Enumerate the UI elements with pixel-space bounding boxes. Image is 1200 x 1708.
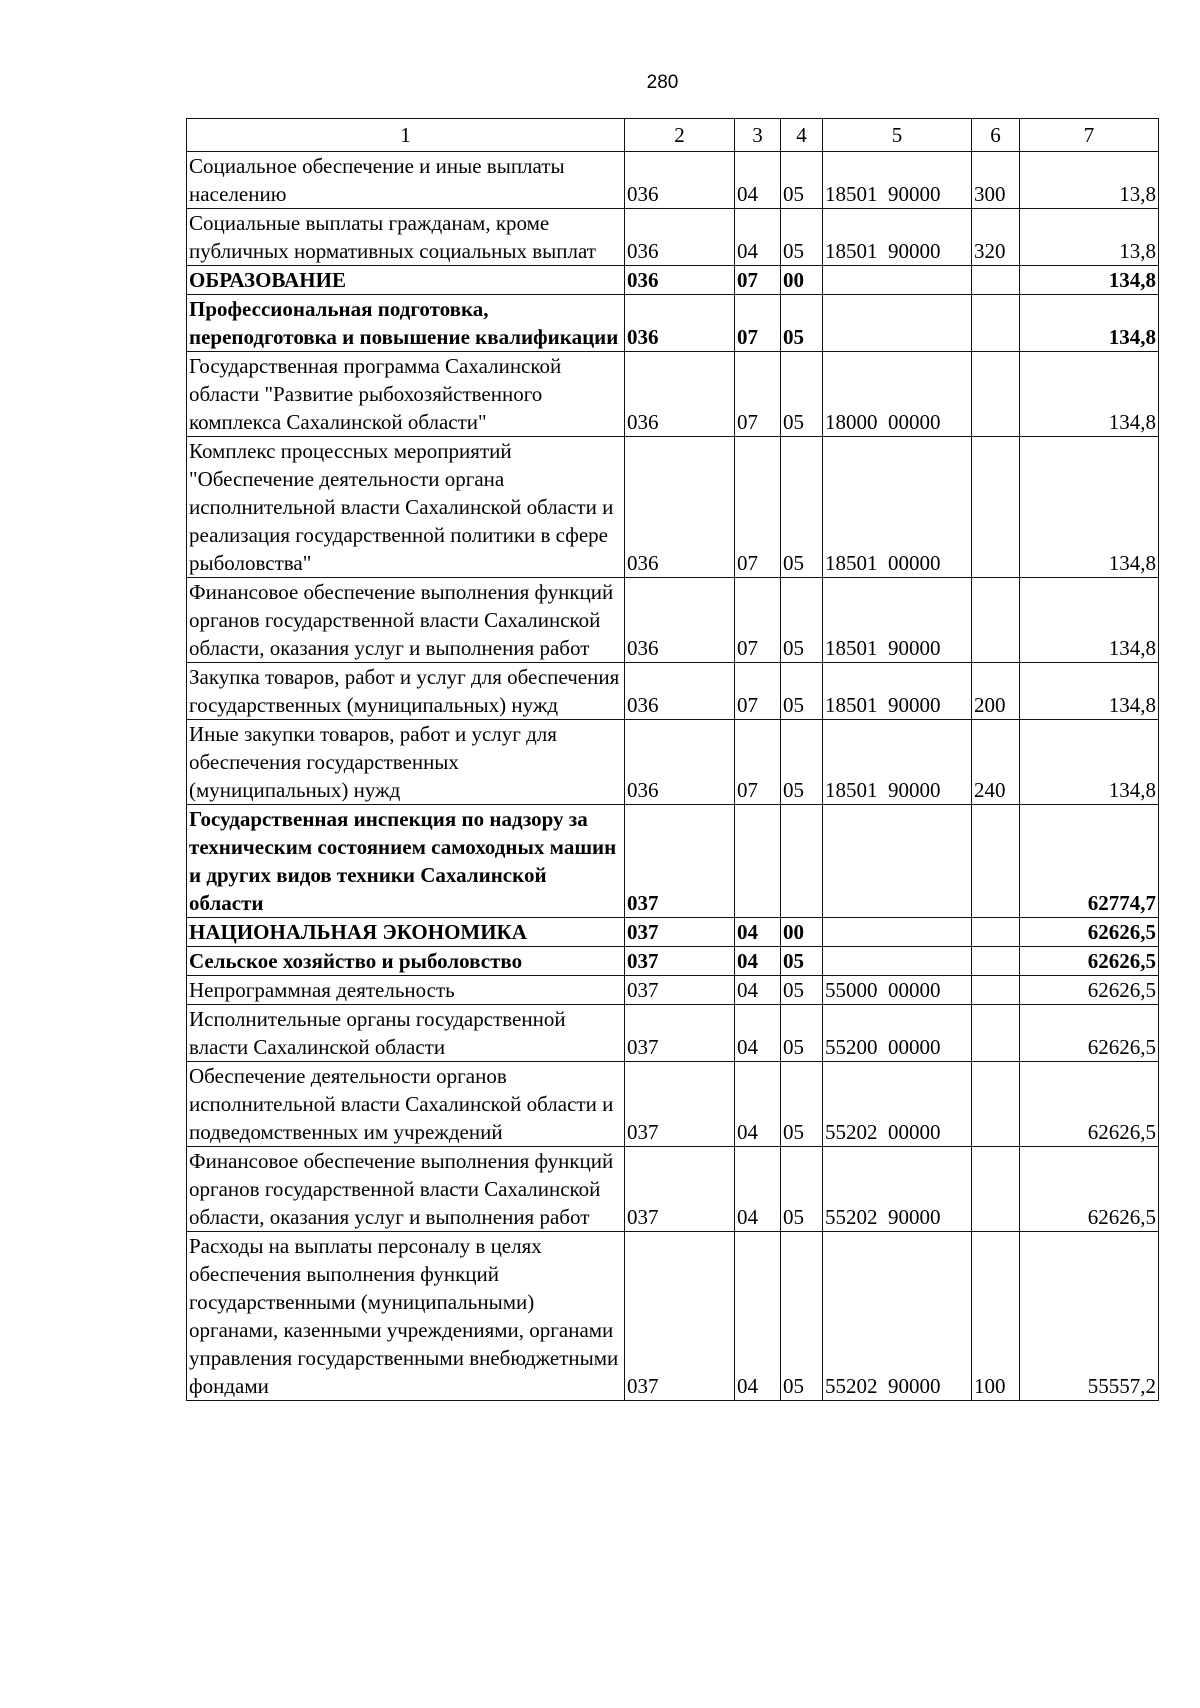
- table-row: [187, 266, 1159, 295]
- target-article-cell: 18501 90000: [823, 663, 972, 720]
- row-name-cell: Обеспечение деятельности органов исполнительной власти Сахалинской области и подведомственных им учреждений: [187, 1062, 625, 1147]
- subsection-code-cell: 05: [781, 295, 823, 352]
- ministry-code-cell: 037: [625, 1005, 735, 1062]
- table-row: [187, 152, 1159, 209]
- ministry-code-cell: 037: [625, 1232, 735, 1401]
- row-name-cell: Исполнительные органы государственной власти Сахалинской области: [187, 1005, 625, 1062]
- table-row: [187, 1005, 1159, 1062]
- ministry-code-cell: 036: [625, 352, 735, 437]
- target-article-cell: [823, 947, 972, 976]
- amount-cell: 62626,5: [1020, 947, 1159, 976]
- table-row: [187, 947, 1159, 976]
- table-body: [187, 152, 1159, 1401]
- budget-table: [186, 118, 1159, 1401]
- expense-type-cell: [972, 1005, 1020, 1062]
- table-row: [187, 578, 1159, 663]
- target-article-cell: [823, 295, 972, 352]
- subsection-code-cell: 05: [781, 152, 823, 209]
- target-article-cell: 18501 90000: [823, 209, 972, 266]
- expense-type-cell: [972, 947, 1020, 976]
- amount-cell: 62774,7: [1020, 805, 1159, 918]
- amount-cell: 134,8: [1020, 578, 1159, 663]
- header-cell: 1: [187, 119, 625, 152]
- row-name-cell: Финансовое обеспечение выполнения функций органов государственной власти Сахалинской области, оказания услуг и выполнения работ: [187, 578, 625, 663]
- expense-type-cell: [972, 437, 1020, 578]
- ministry-code-cell: 037: [625, 976, 735, 1005]
- target-article-cell: 55202 90000: [823, 1232, 972, 1401]
- header-row: [187, 119, 1159, 152]
- section-code-cell: 04: [735, 209, 781, 266]
- row-name-cell: Государственная программа Сахалинской области "Развитие рыбохозяйственного комплекса Сахалинской области": [187, 352, 625, 437]
- row-name-cell: Иные закупки товаров, работ и услуг для обеспечения государственных (муниципальных) нужд: [187, 720, 625, 805]
- section-code-cell: 07: [735, 663, 781, 720]
- amount-cell: 134,8: [1020, 295, 1159, 352]
- expense-type-cell: 300: [972, 152, 1020, 209]
- target-article-cell: 18501 90000: [823, 152, 972, 209]
- subsection-code-cell: 05: [781, 1062, 823, 1147]
- target-article-cell: [823, 805, 972, 918]
- table-row: [187, 918, 1159, 947]
- subsection-code-cell: 05: [781, 720, 823, 805]
- table-row: [187, 976, 1159, 1005]
- table-row: [187, 437, 1159, 578]
- expense-type-cell: [972, 352, 1020, 437]
- section-code-cell: 07: [735, 437, 781, 578]
- subsection-code-cell: [781, 805, 823, 918]
- header-cell: 4: [781, 119, 823, 152]
- section-code-cell: 07: [735, 352, 781, 437]
- expense-type-cell: 240: [972, 720, 1020, 805]
- ministry-code-cell: 037: [625, 805, 735, 918]
- ministry-code-cell: 037: [625, 1062, 735, 1147]
- expense-type-cell: [972, 976, 1020, 1005]
- table-row: [187, 209, 1159, 266]
- amount-cell: 134,8: [1020, 352, 1159, 437]
- header-cell: 5: [823, 119, 972, 152]
- table-row: [187, 663, 1159, 720]
- table-row: [187, 1062, 1159, 1147]
- row-name-cell: Расходы на выплаты персоналу в целях обеспечения выполнения функций государственными (муниципальными) органами, казенными учреждениями, органами управления государственными внебюджетными фондами: [187, 1232, 625, 1401]
- amount-cell: 134,8: [1020, 437, 1159, 578]
- row-name-cell: Финансовое обеспечение выполнения функций органов государственной власти Сахалинской области, оказания услуг и выполнения работ: [187, 1147, 625, 1232]
- amount-cell: 13,8: [1020, 152, 1159, 209]
- section-code-cell: 04: [735, 152, 781, 209]
- amount-cell: 62626,5: [1020, 976, 1159, 1005]
- section-code-cell: 04: [735, 918, 781, 947]
- target-article-cell: [823, 918, 972, 947]
- amount-cell: 55557,2: [1020, 1232, 1159, 1401]
- header-cell: 6: [972, 119, 1020, 152]
- row-name-cell: Социальное обеспечение и иные выплаты населению: [187, 152, 625, 209]
- section-code-cell: 04: [735, 1062, 781, 1147]
- row-name-cell: НАЦИОНАЛЬНАЯ ЭКОНОМИКА: [187, 918, 625, 947]
- header-cell: 3: [735, 119, 781, 152]
- row-name-cell: Непрограммная деятельность: [187, 976, 625, 1005]
- section-code-cell: 04: [735, 947, 781, 976]
- expense-type-cell: 200: [972, 663, 1020, 720]
- subsection-code-cell: 05: [781, 437, 823, 578]
- row-name-cell: Государственная инспекция по надзору за техническим состоянием самоходных машин и других видов техники Сахалинской области: [187, 805, 625, 918]
- section-code-cell: [735, 805, 781, 918]
- subsection-code-cell: 05: [781, 578, 823, 663]
- subsection-code-cell: 05: [781, 352, 823, 437]
- amount-cell: 134,8: [1020, 266, 1159, 295]
- expense-type-cell: [972, 295, 1020, 352]
- expense-type-cell: [972, 1062, 1020, 1147]
- target-article-cell: 18501 90000: [823, 578, 972, 663]
- section-code-cell: 04: [735, 1232, 781, 1401]
- subsection-code-cell: 05: [781, 947, 823, 976]
- target-article-cell: 55000 00000: [823, 976, 972, 1005]
- row-name-cell: Профессиональная подготовка, переподготовка и повышение квалификации: [187, 295, 625, 352]
- amount-cell: 134,8: [1020, 663, 1159, 720]
- ministry-code-cell: 037: [625, 1147, 735, 1232]
- table-row: [187, 295, 1159, 352]
- expense-type-cell: 320: [972, 209, 1020, 266]
- subsection-code-cell: 05: [781, 663, 823, 720]
- section-code-cell: 04: [735, 976, 781, 1005]
- section-code-cell: 07: [735, 720, 781, 805]
- page-number: 280: [646, 72, 679, 93]
- amount-cell: 134,8: [1020, 720, 1159, 805]
- row-name-cell: Комплекс процессных мероприятий "Обеспечение деятельности органа исполнительной власти Сахалинской области и реализация государственной политики в сфере рыболовства": [187, 437, 625, 578]
- ministry-code-cell: 036: [625, 720, 735, 805]
- expense-type-cell: [972, 918, 1020, 947]
- target-article-cell: 18501 90000: [823, 720, 972, 805]
- amount-cell: 62626,5: [1020, 1062, 1159, 1147]
- row-name-cell: Социальные выплаты гражданам, кроме публичных нормативных социальных выплат: [187, 209, 625, 266]
- ministry-code-cell: 036: [625, 266, 735, 295]
- expense-type-cell: [972, 578, 1020, 663]
- target-article-cell: 55202 90000: [823, 1147, 972, 1232]
- target-article-cell: 55200 00000: [823, 1005, 972, 1062]
- expense-type-cell: [972, 266, 1020, 295]
- target-article-cell: 55202 00000: [823, 1062, 972, 1147]
- subsection-code-cell: 00: [781, 918, 823, 947]
- subsection-code-cell: 00: [781, 266, 823, 295]
- expense-type-cell: [972, 1147, 1020, 1232]
- row-name-cell: ОБРАЗОВАНИЕ: [187, 266, 625, 295]
- header-cell: 7: [1020, 119, 1159, 152]
- ministry-code-cell: 037: [625, 947, 735, 976]
- amount-cell: 62626,5: [1020, 1005, 1159, 1062]
- section-code-cell: 07: [735, 578, 781, 663]
- ministry-code-cell: 037: [625, 918, 735, 947]
- table-row: [187, 805, 1159, 918]
- table-row: [187, 1147, 1159, 1232]
- expense-type-cell: [972, 805, 1020, 918]
- ministry-code-cell: 036: [625, 295, 735, 352]
- subsection-code-cell: 05: [781, 1232, 823, 1401]
- subsection-code-cell: 05: [781, 1005, 823, 1062]
- target-article-cell: 18501 00000: [823, 437, 972, 578]
- ministry-code-cell: 036: [625, 663, 735, 720]
- subsection-code-cell: 05: [781, 976, 823, 1005]
- row-name-cell: Закупка товаров, работ и услуг для обеспечения государственных (муниципальных) нужд: [187, 663, 625, 720]
- header-cell: 2: [625, 119, 735, 152]
- amount-cell: 62626,5: [1020, 918, 1159, 947]
- section-code-cell: 07: [735, 266, 781, 295]
- section-code-cell: 04: [735, 1005, 781, 1062]
- ministry-code-cell: 036: [625, 578, 735, 663]
- subsection-code-cell: 05: [781, 209, 823, 266]
- subsection-code-cell: 05: [781, 1147, 823, 1232]
- target-article-cell: [823, 266, 972, 295]
- amount-cell: 13,8: [1020, 209, 1159, 266]
- section-code-cell: 04: [735, 1147, 781, 1232]
- ministry-code-cell: 036: [625, 437, 735, 578]
- ministry-code-cell: 036: [625, 152, 735, 209]
- ministry-code-cell: 036: [625, 209, 735, 266]
- expense-type-cell: 100: [972, 1232, 1020, 1401]
- table-row: [187, 720, 1159, 805]
- table-row: [187, 352, 1159, 437]
- section-code-cell: 07: [735, 295, 781, 352]
- target-article-cell: 18000 00000: [823, 352, 972, 437]
- amount-cell: 62626,5: [1020, 1147, 1159, 1232]
- table-row: [187, 1232, 1159, 1401]
- row-name-cell: Сельское хозяйство и рыболовство: [187, 947, 625, 976]
